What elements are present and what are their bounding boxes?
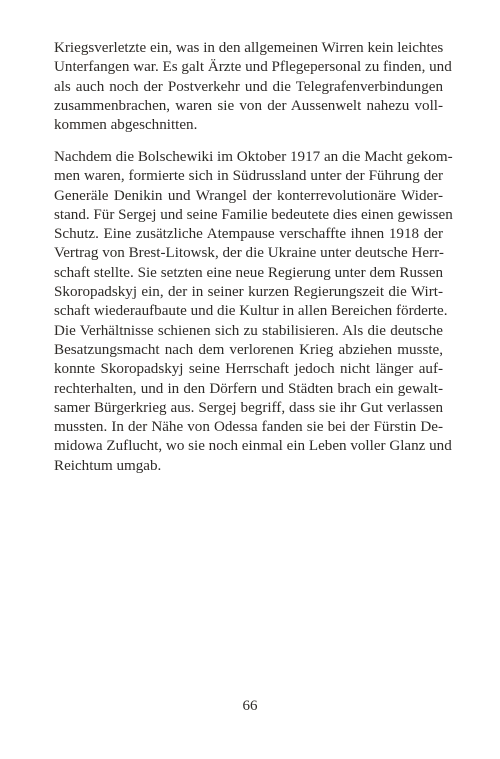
paragraph-1 — [54, 39, 452, 135]
text-line: Generäle Denikin und Wrangel der konterrevolutionäre Wider- — [54, 187, 443, 204]
text-line: Vertrag von Brest-Litowsk, der die Ukraine unter deutsche Herr- — [54, 245, 444, 262]
text-line: men waren, formierte sich in Südrussland unter der Führung der — [54, 168, 443, 185]
text-line: samer Bürgerkrieg aus. Sergej begriff, dass sie ihr Gut verlassen — [54, 399, 443, 416]
text-line: midowa Zuflucht, wo sie noch einmal ein Leben voller Glanz und — [54, 438, 452, 455]
text-line: als auch noch der Postverkehr und die Telegrafenverbindungen — [54, 78, 443, 95]
text-line: Skoropadskyj ein, der in seiner kurzen Regierungszeit die Wirt- — [54, 284, 443, 301]
text-line: stand. Für Sergej und seine Familie bedeutete dies einen gewissen — [54, 206, 453, 223]
text-line: kommen abgeschnitten. — [54, 117, 198, 134]
paragraph-2 — [54, 148, 453, 476]
text-line: zusammenbrachen, waren sie von der Aussenwelt nahezu voll- — [54, 97, 443, 114]
text-line: mussten. In der Nähe von Odessa fanden sie bei der Fürstin De- — [54, 419, 443, 436]
text-line: Nachdem die Bolschewiki im Oktober 1917 an die Macht gekom- — [54, 149, 453, 165]
page-number: 66 — [242, 698, 258, 714]
text-line: Besatzungsmacht nach dem verlorenen Krieg abziehen musste, — [54, 341, 443, 358]
text-line: Schutz. Eine zusätzliche Atempause verschaffte ihnen 1918 der — [54, 226, 443, 243]
text-line: konnte Skoropadskyj seine Herrschaft jedoch nicht länger auf- — [54, 361, 443, 378]
text-line: rechterhalten, und in den Dörfern und Städten brach ein gewalt- — [54, 380, 443, 397]
text-line: schaft wiederaufbaute und die Kultur in allen Bereichen förderte. — [54, 303, 448, 320]
text-line: Die Verhältnisse schienen sich zu stabilisieren. Als die deutsche — [54, 322, 443, 339]
text-line: Unterfangen war. Es galt Ärzte und Pflegepersonal zu finden, und — [54, 59, 452, 76]
text-line: Reichtum umgab. — [54, 457, 162, 474]
text-line: Kriegsverletzte ein, was in den allgemeinen Wirren kein leichtes — [54, 40, 444, 56]
text-line: schaft stellte. Sie setzten eine neue Regierung unter dem Russen — [54, 264, 443, 281]
